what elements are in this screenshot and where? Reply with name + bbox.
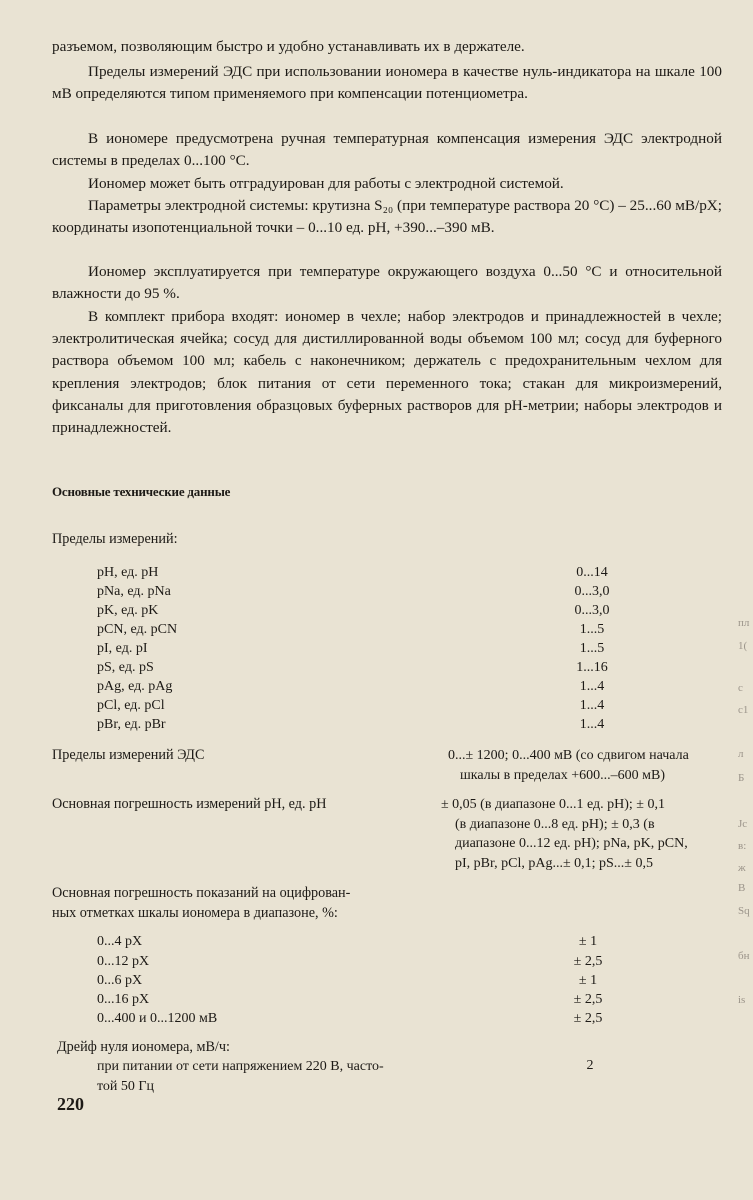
range-value: 1...5 xyxy=(579,641,605,656)
error-row-value: ± 2,5 xyxy=(573,1011,603,1026)
error-row-name: 0...4 pX xyxy=(97,934,143,949)
drift-value: 2 xyxy=(586,1058,594,1073)
section-title: Основные технические данные xyxy=(52,484,231,499)
paragraph-5: Параметры электродной системы: крутизна S₂₀ (при температуре раствора 20 °С) – 25...60 мВ/рХ; координаты изопотенциальной точки – 0...10 ед. рН, +390...–390 мВ. xyxy=(52,197,722,237)
range-name: pCl, ед. pCl xyxy=(97,698,165,713)
paragraph-2: Пределы измерений ЭДС при использовании иономера в качестве нуль-индикатора на шкале 100 мВ определяются типом применяемого при компенсации потенциометра. xyxy=(52,63,722,103)
range-value: 1...16 xyxy=(576,660,608,675)
edge-mark: бн xyxy=(738,950,750,962)
range-name: pK, ед. pK xyxy=(97,603,159,618)
edge-mark: с1 xyxy=(738,704,749,716)
error-row-value: ± 1 xyxy=(578,973,598,988)
range-name: pI, ед. pI xyxy=(97,641,148,656)
error-ph-value: ± 0,05 (в диапазоне 0...1 ед. рН); ± 0,1 (в диапазоне 0...8 ед. рН); ± 0,3 (в диапазоне 0...12 ед. рН); pNa, pK, pCN, pI, pBr, pCl, pAg...± 0,1; pS...± 0,5 xyxy=(441,797,688,871)
paragraph-1: разъемом, позволяющим быстро и удобно устанавливать их в держателе. xyxy=(52,38,525,55)
range-name: pNa, ед. pNa xyxy=(97,584,171,599)
range-value: 0...3,0 xyxy=(574,584,610,599)
error-ph-label: Основная погрешность измерений рН, ед. рН xyxy=(52,796,327,812)
range-value: 1...4 xyxy=(579,679,605,694)
page-number: 220 xyxy=(57,1094,84,1114)
range-name: pS, ед. pS xyxy=(97,660,154,675)
edge-mark: 1( xyxy=(738,640,748,652)
paragraph-3: В иономере предусмотрена ручная температурная компенсация измерения ЭДС электродной системы в пределах 0...100 °С. xyxy=(52,130,722,170)
edge-mark: с xyxy=(738,682,743,694)
emf-value: 0...± 1200; 0...400 мВ (со сдвигом начала шкалы в пределах +600...–600 мВ) xyxy=(448,748,689,783)
drift-label: Дрейф нуля иономера, мВ/ч: xyxy=(57,1039,230,1055)
paragraph-4: Иономер может быть отградуирован для работы с электродной системой. xyxy=(88,175,564,192)
error-row-name: 0...16 pX xyxy=(97,992,150,1007)
edge-mark: Jc xyxy=(738,818,748,830)
edge-mark: Б xyxy=(738,772,745,784)
range-name: pBr, ед. pBr xyxy=(97,717,166,732)
range-value: 1...5 xyxy=(579,622,605,637)
edge-mark: в: xyxy=(738,840,747,852)
error-row-name: 0...6 pX xyxy=(97,973,143,988)
error-row-value: ± 2,5 xyxy=(573,992,603,1007)
range-name: pAg, ед. pAg xyxy=(97,679,173,694)
range-name: pH, ед. pH xyxy=(97,565,159,580)
error-row-name: 0...400 и 0...1200 мВ xyxy=(97,1011,218,1026)
range-value: 0...14 xyxy=(576,565,608,580)
edge-mark: пл xyxy=(738,617,750,629)
paragraph-6: Иономер эксплуатируется при температуре окружающего воздуха 0...50 °С и относительной влажности до 95 %. xyxy=(52,263,722,303)
error-display-label: Основная погрешность показаний на оцифрован- ных отметках шкалы иономера в диапазоне, %: xyxy=(52,885,351,921)
edge-mark: л xyxy=(738,748,744,760)
ranges-label: Пределы измерений: xyxy=(52,531,178,547)
range-name: pCN, ед. pCN xyxy=(97,622,178,637)
emf-label: Пределы измерений ЭДС xyxy=(52,747,205,763)
edge-mark: Sq xyxy=(738,905,750,917)
edge-mark: is xyxy=(738,994,746,1006)
error-row-value: ± 1 xyxy=(578,934,598,949)
edge-mark: B xyxy=(738,882,746,894)
range-value: 1...4 xyxy=(579,698,605,713)
error-row-name: 0...12 pX xyxy=(97,954,150,969)
error-row-value: ± 2,5 xyxy=(573,954,603,969)
range-value: 1...4 xyxy=(579,717,605,732)
range-value: 0...3,0 xyxy=(574,603,610,618)
drift-condition: при питании от сети напряжением 220 В, часто- той 50 Гц xyxy=(97,1059,384,1094)
edge-mark: ж xyxy=(738,862,746,874)
paragraph-7: В комплект прибора входят: иономер в чехле; набор электродов и принадлежностей в чехле; электролитическая ячейка; сосуд для дистиллированной воды объемом 100 мл; сосуд для буферного раствора объемом 100 мл; кабель с наконечником; держатель с предохранительным чехлом для крепления электродов; блок питания от сети переменного тока; стакан для микроизмерений, фиксаналы для приготовления образцовых буферных растворов для рН-метрии; наборы электродов и принадлежностей. xyxy=(52,308,722,437)
